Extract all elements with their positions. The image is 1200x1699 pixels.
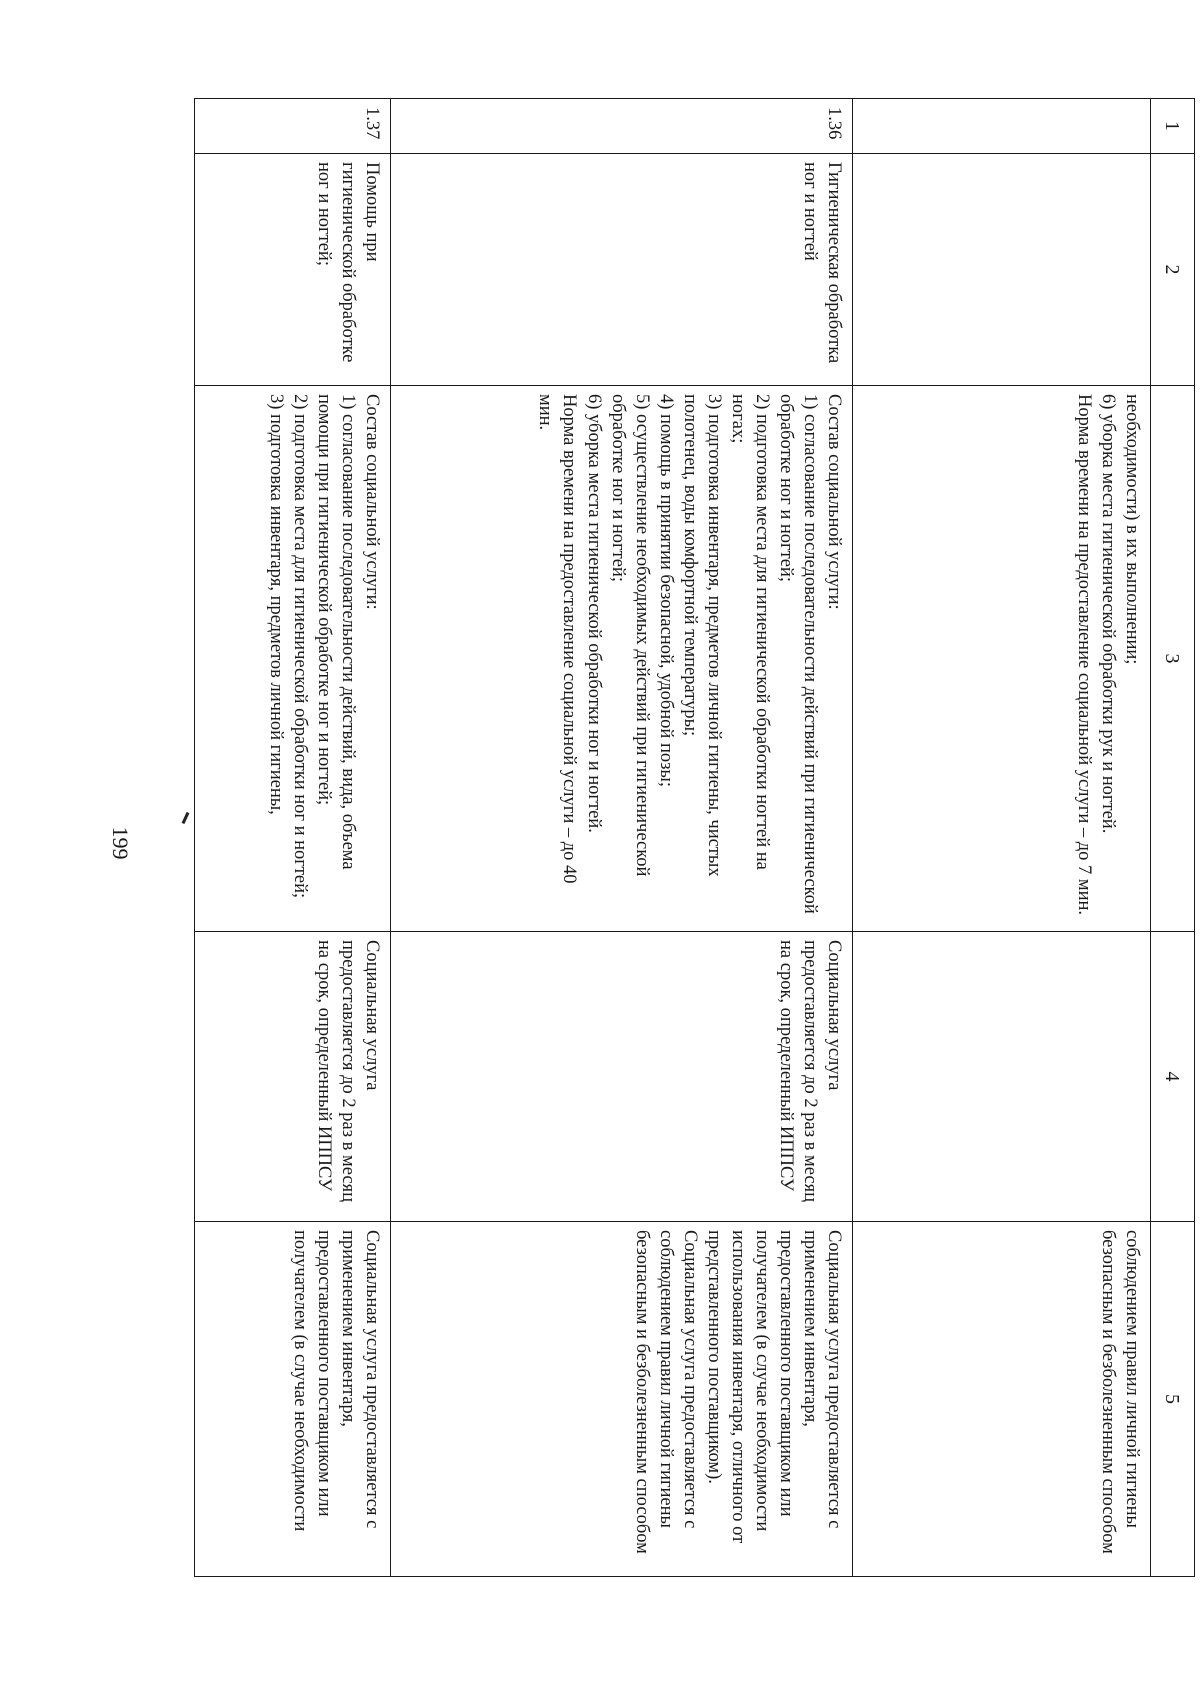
service-frequency: Социальная услуга предоставляется до 2 раз в месяц на срок, определенный ИППСУ <box>195 932 391 1222</box>
content-line: Норма времени на предоставление социальной услуги – до 40 мин. <box>535 394 580 884</box>
column-header: 4 <box>1151 932 1195 1222</box>
service-conditions: Социальная услуга предоставляется с применением инвентаря, предоставленного поставщиком или получателем (в случае необходимости использования инвентаря, отличного от представленного поставщиком). Социальная услуга предоставляется с соблюдением правил личной гигиены безопасным и безболезненным способом <box>391 1222 853 1577</box>
row-number: 1.36 <box>391 99 853 154</box>
content-line: 2) подготовка места для гигиенической обработки ногтей на ногах; <box>727 394 772 870</box>
service-frequency: Социальная услуга предоставляется до 2 раз в месяц на срок, определенный ИППСУ <box>391 932 853 1222</box>
column-header: 2 <box>1151 154 1195 386</box>
column-header: 3 <box>1151 386 1195 932</box>
column-header: 5 <box>1151 1222 1195 1577</box>
service-name: Помощь при гигиенической обработке ног и ногтей; <box>195 154 391 386</box>
service-conditions: Социальная услуга предоставляется с применением инвентаря, предоставленного поставщиком или получателем (в случае необходимости <box>195 1222 391 1577</box>
content-line: Состав социальной услуги: <box>362 394 382 610</box>
service-name: Гигиеническая обработка ног и ногтей <box>391 154 853 386</box>
table-row <box>195 99 391 1577</box>
service-name <box>853 154 1151 386</box>
content-line: 6) уборка места гигиенической обработки ног и ногтей. <box>583 394 604 833</box>
service-frequency <box>853 932 1151 1222</box>
service-content <box>391 386 853 932</box>
table-row <box>391 99 853 1577</box>
row-number: 1.37 <box>195 99 391 154</box>
content-line: 6) уборка места гигиенической обработки рук и ногтей. <box>1097 394 1118 834</box>
content-line: Норма времени на предоставление социальной услуги – до 7 мин. <box>1073 394 1094 916</box>
content-line: 1) согласование последовательности действий при гигиенической обработке ног и ногтей; <box>775 394 820 914</box>
content-line: 3) подготовка инвентаря, предметов личной гигиены, чистых полотенец, воды комфортной температуры; <box>679 394 724 877</box>
content-line: 4) помощь в принятии безопасной, удобной позы; <box>655 394 676 787</box>
content-line: 2) подготовка места для гигиенической обработки ног и ногтей; <box>289 394 310 899</box>
page-number: 199 <box>108 826 133 860</box>
content-line: Состав социальной услуги: <box>824 394 844 610</box>
service-content <box>853 386 1151 932</box>
row-number <box>853 99 1151 154</box>
column-header: 1 <box>1151 99 1195 154</box>
content-line: необходимости) в их выполнении; <box>1122 394 1142 665</box>
table-header-row <box>1151 99 1195 1577</box>
services-table <box>194 98 1195 1577</box>
content-line: 5) осуществление необходимых действий при гигиенической обработке ног и ногтей; <box>607 394 652 877</box>
service-conditions: соблюдением правил личной гигиены безопасным и безболезненным способом <box>853 1222 1151 1577</box>
content-line: 3) подготовка инвентаря, предметов личной гигиены, <box>265 394 286 815</box>
table-row <box>853 99 1151 1577</box>
landscape-page <box>195 98 1195 1576</box>
content-line: 1) согласование последовательности действий, вида, объема помощи при гигиенической обработке ног и ногтей; <box>313 394 358 870</box>
scan-mark <box>182 812 190 824</box>
service-content <box>195 386 391 932</box>
